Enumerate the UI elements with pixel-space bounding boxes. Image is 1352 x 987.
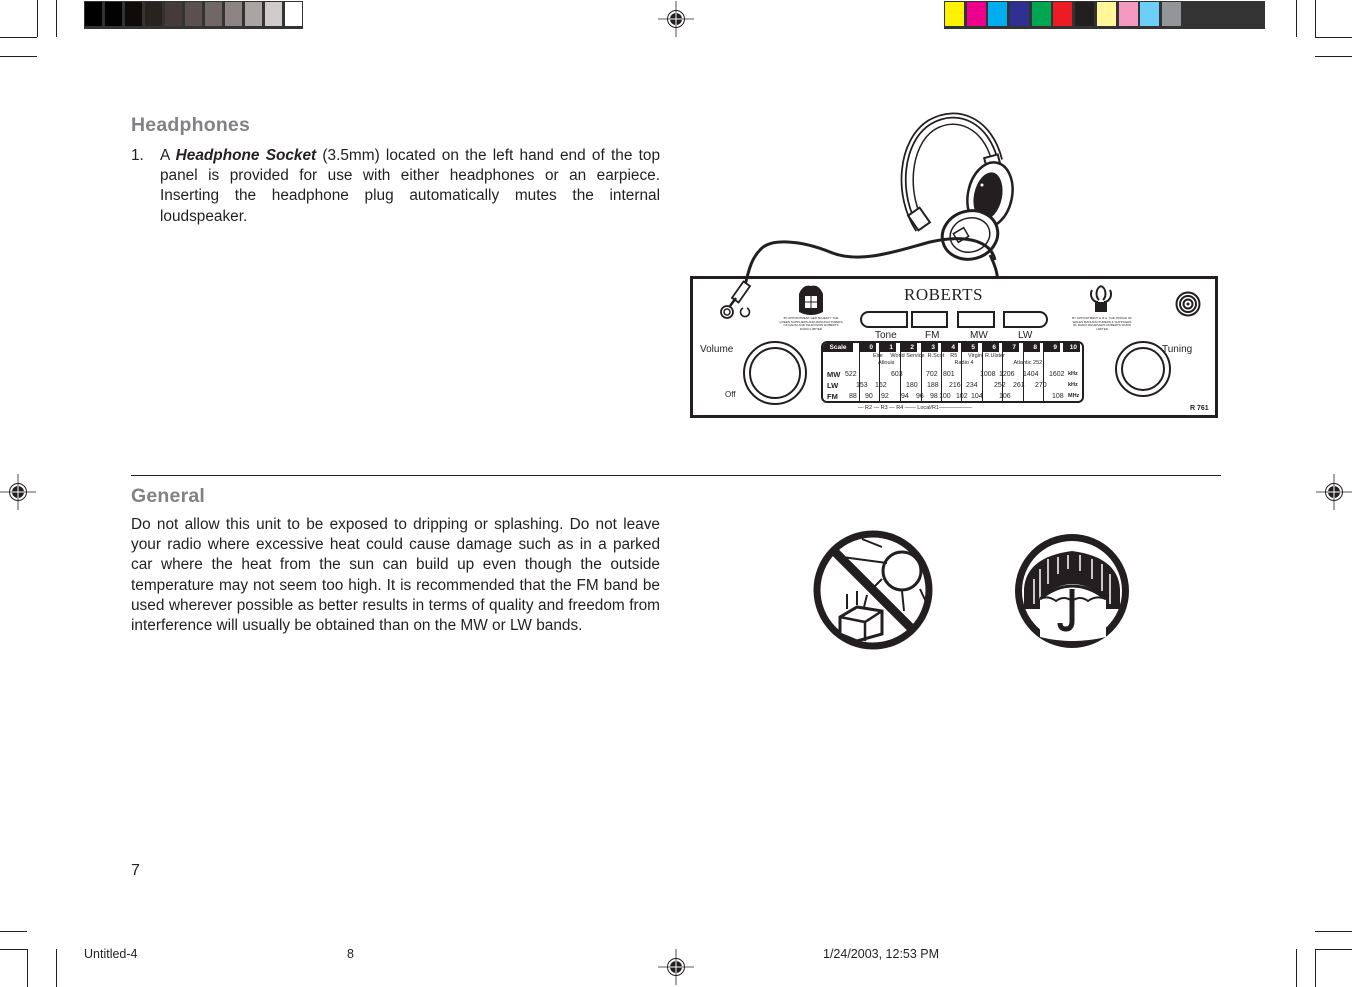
dial-frequency: 106 — [999, 393, 1011, 400]
general-text: Do not allow this unit to be exposed to dripping or splashing. Do not leave your radio where excessive heat could cause damage such as in a parked car where the heat from the sun can build up even though the outside temperature may not seem too high. It is recommended that the FM band be used wherever possible as better results in terms of quality and freedom from interference will usually be obtained than on the MW or LW bands. — [131, 516, 660, 635]
paragraph-body: (3.5mm) located on the left hand end of the top panel is provided for use with either headphones or an earpiece. Inserting the headphone plug automatically mutes the internal loudspeaker. — [160, 147, 661, 225]
dial-frequency: 216 — [949, 382, 961, 389]
registration-mark-icon — [658, 1, 694, 37]
dial-frequency: 98 — [930, 393, 938, 400]
dial-frequency: 108 — [1052, 393, 1064, 400]
tone-button — [860, 311, 908, 328]
list-number: 1. — [131, 147, 144, 164]
section-heading-general: General — [131, 485, 206, 507]
crop-mark — [1296, 0, 1297, 37]
footer-filename: Untitled-4 — [84, 947, 138, 961]
color-swatch — [1119, 2, 1138, 26]
registration-mark-icon — [658, 949, 694, 985]
volume-label: Volume — [700, 344, 734, 355]
color-swatch — [165, 2, 182, 26]
crop-mark — [0, 37, 37, 38]
scale-number: 0 — [859, 343, 876, 352]
scale-number: 8 — [1023, 343, 1040, 352]
color-swatch — [945, 2, 964, 26]
tuning-dial-scale — [821, 341, 1084, 403]
color-swatch — [125, 2, 142, 26]
dial-frequency: 1008 — [980, 371, 996, 378]
crop-mark — [1315, 56, 1352, 57]
grayscale-calibration-bar — [84, 1, 303, 29]
tone-label: Tone — [875, 330, 897, 341]
crop-mark — [0, 931, 27, 932]
dial-frequency: 1602 — [1049, 371, 1065, 378]
dial-frequency: 1404 — [1023, 371, 1039, 378]
headphone-cord-illustration — [690, 230, 1030, 310]
dial-frequency: 90 — [865, 393, 873, 400]
dial-frequency: 603 — [891, 371, 903, 378]
dial-frequency: 102 — [956, 393, 968, 400]
dial-frequency: 1206 — [999, 371, 1015, 378]
dial-frequency: 180 — [906, 382, 918, 389]
scale-label: Scale — [823, 343, 853, 352]
color-calibration-bar — [944, 1, 1265, 29]
dial-frequency: 270 — [1035, 382, 1047, 389]
color-swatch — [185, 2, 202, 26]
mw-button — [957, 311, 995, 328]
tuning-knob — [1115, 341, 1171, 397]
headphone-socket-paragraph — [160, 146, 660, 227]
mw-unit: kHz — [1068, 371, 1078, 377]
crop-mark — [0, 949, 27, 950]
color-swatch — [1140, 2, 1159, 26]
dial-frequency: 92 — [881, 393, 889, 400]
color-swatch — [1032, 2, 1051, 26]
crop-mark — [1315, 949, 1352, 950]
crop-mark — [1315, 37, 1352, 38]
lw-band-label: LW — [827, 381, 839, 390]
crop-mark — [56, 949, 57, 987]
tuning-label: Tuning — [1162, 344, 1193, 355]
scale-number: 6 — [982, 343, 999, 352]
royal-warrant-text: BY APPOINTMENT HER MAJESTY THE QUEEN SUPPLIERS AND MANUFACTURERS OF RADIO AND TELEVISION ROBERTS RADIO LIMITED — [779, 316, 843, 331]
scale-number: 9 — [1043, 343, 1060, 352]
fm-button — [911, 311, 948, 328]
crop-mark — [1315, 949, 1316, 987]
model-number: R 761 — [1190, 405, 1209, 412]
crop-mark — [56, 0, 57, 37]
scale-number: 10 — [1063, 343, 1080, 352]
scale-divider — [1043, 343, 1044, 403]
scale-number: 1 — [879, 343, 896, 352]
mw-band-label: MW — [827, 370, 841, 379]
fm-unit: MHz — [1068, 393, 1080, 399]
dial-frequency: 234 — [966, 382, 978, 389]
page-number: 7 — [131, 862, 140, 879]
crop-mark — [1315, 931, 1352, 932]
color-swatch — [85, 2, 102, 26]
color-swatch — [105, 2, 122, 26]
color-swatch — [245, 2, 262, 26]
dial-frequency: 702 — [926, 371, 938, 378]
dial-frequency: 153 — [856, 382, 868, 389]
headphone-socket-term: Headphone Socket — [175, 147, 317, 164]
scale-number: 5 — [961, 343, 978, 352]
royal-warrant-text: BY APPOINTMENT H.R.H. THE PRINCE OF WALES MANUFACTURERS & SUPPLIERS OF RADIO RECEIVERS ROBERTS RADIO LIMITED — [1071, 316, 1132, 331]
footer-sheet-number: 8 — [347, 947, 354, 961]
station-labels-row2: Atlouis Radio 4 Atlantic 252 — [878, 360, 1043, 366]
color-swatch — [285, 2, 302, 26]
color-swatch — [205, 2, 222, 26]
scale-divider — [859, 343, 860, 403]
dial-frequency: 162 — [875, 382, 887, 389]
no-heat-sun-icon — [812, 529, 934, 651]
fm-preset-legend: — R2 — R3 — R4 —— Local/R1—————— — [858, 405, 972, 411]
off-label: Off — [725, 390, 736, 399]
lw-unit: kHz — [1068, 382, 1078, 388]
scale-number: 7 — [1002, 343, 1019, 352]
brand-logo: ROBERTS — [904, 285, 983, 304]
mw-label: MW — [970, 330, 988, 341]
crop-mark — [1315, 0, 1316, 37]
fm-band-label: FM — [827, 392, 838, 401]
scale-number: 3 — [921, 343, 938, 352]
dial-frequency: 261 — [1013, 382, 1025, 389]
dial-frequency: 88 — [849, 393, 857, 400]
speaker-grille-icon — [1175, 291, 1201, 317]
color-swatch — [145, 2, 162, 26]
dial-frequency: 96 — [916, 393, 924, 400]
color-swatch — [1162, 2, 1181, 26]
color-swatch — [265, 2, 282, 26]
section-heading-headphones: Headphones — [131, 114, 251, 136]
dial-frequency: 188 — [927, 382, 939, 389]
color-swatch — [225, 2, 242, 26]
scale-divider — [879, 343, 880, 403]
color-swatch — [1097, 2, 1116, 26]
section-divider — [131, 475, 1221, 476]
general-paragraph — [131, 515, 660, 636]
color-swatch — [988, 2, 1007, 26]
color-swatch — [1075, 2, 1094, 26]
lw-button — [1003, 311, 1048, 328]
crop-mark — [0, 56, 37, 57]
volume-knob — [743, 341, 807, 405]
dial-frequency: 94 — [901, 393, 909, 400]
color-swatch — [1053, 2, 1072, 26]
color-swatch — [967, 2, 986, 26]
dial-frequency: 252 — [994, 382, 1006, 389]
prince-of-wales-feathers-icon — [1086, 282, 1116, 318]
fm-label: FM — [925, 330, 940, 341]
scale-number: 2 — [900, 343, 917, 352]
crop-mark — [27, 949, 28, 987]
crop-mark — [37, 0, 38, 37]
registration-mark-icon — [0, 474, 36, 510]
dial-frequency: 100 — [939, 393, 951, 400]
color-swatch — [1010, 2, 1029, 26]
dial-frequency: 104 — [971, 393, 983, 400]
lw-label: LW — [1018, 330, 1033, 341]
paragraph-prefix: A — [160, 147, 176, 164]
scale-number: 4 — [941, 343, 958, 352]
keep-dry-umbrella-icon — [1010, 529, 1134, 653]
registration-mark-icon — [1316, 474, 1352, 510]
dial-frequency: 522 — [845, 371, 857, 378]
dial-frequency: 801 — [943, 371, 955, 378]
footer-timestamp: 1/24/2003, 12:53 PM — [823, 947, 940, 961]
station-labels-row1: Eire World Service R.Scot R5 Virgin R.Ulster — [873, 353, 1005, 359]
crop-mark — [1296, 949, 1297, 987]
